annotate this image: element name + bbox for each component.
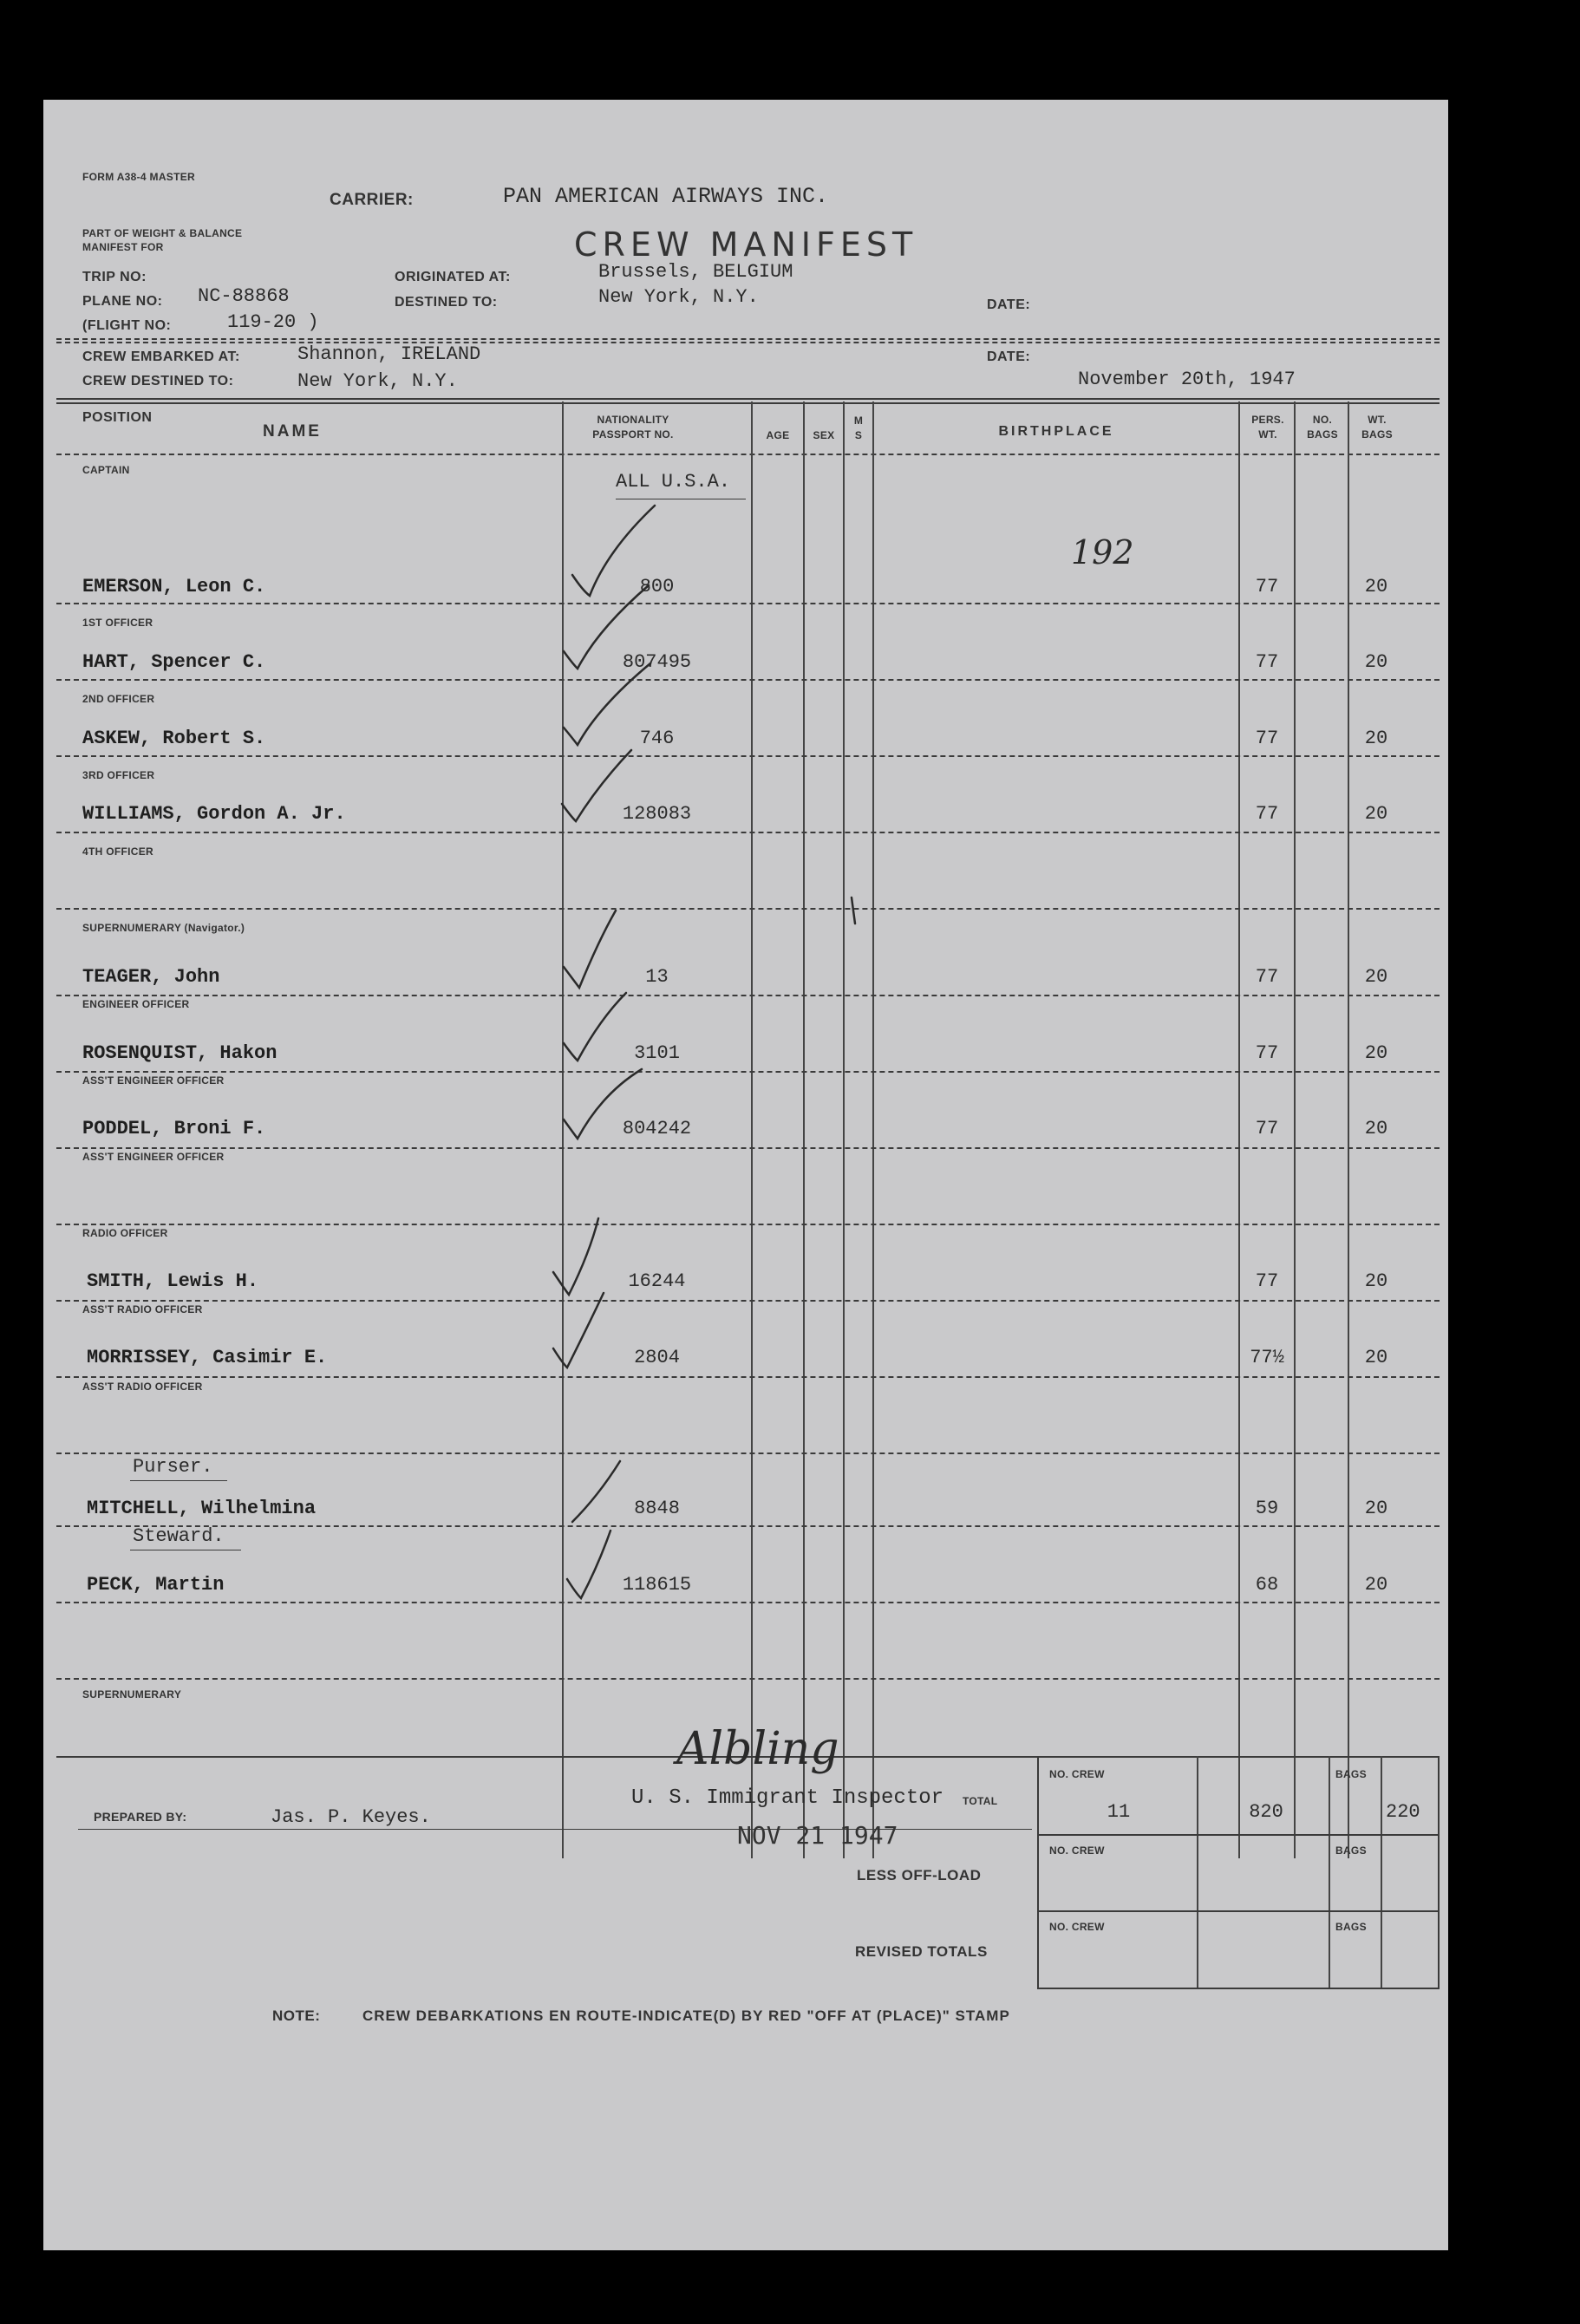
row-pers-wt: 77 (1255, 803, 1279, 825)
total-crew: 11 (1107, 1801, 1131, 1823)
revised-totals: REVISED TOTALS (855, 1943, 988, 1960)
crew-destined-value: New York, N.Y. (297, 370, 458, 392)
row-position: RADIO OFFICER (82, 1227, 168, 1239)
row-passport: 800 (639, 576, 675, 597)
check-icon (564, 911, 616, 988)
row-position: ASS'T RADIO OFFICER (82, 1381, 203, 1393)
row-position: 3RD OFFICER (82, 769, 155, 781)
row-position: CAPTAIN (82, 464, 130, 476)
carrier-label: CARRIER: (330, 191, 414, 209)
date-label: DATE: (987, 297, 1031, 312)
check-icon (564, 663, 650, 745)
row-wt-bags: 20 (1364, 803, 1388, 825)
row-name: WILLIAMS, Gordon A. Jr. (82, 803, 346, 825)
row-passport: 804242 (622, 1118, 692, 1139)
row-name: ASKEW, Robert S. (82, 728, 266, 749)
row-passport: 118615 (622, 1574, 692, 1596)
check-icon (567, 1531, 610, 1598)
totals-divider (1037, 1910, 1438, 1912)
row-wt-bags: 20 (1364, 966, 1388, 988)
row-pers-wt: 77½ (1250, 1347, 1284, 1368)
total-weight: 820 (1249, 1801, 1283, 1823)
row-name: EMERSON, Leon C. (82, 576, 266, 597)
row-pers-wt: 68 (1255, 1574, 1279, 1596)
column-header-name: NAME (263, 422, 322, 441)
destined-label: DESTINED TO: (395, 295, 498, 310)
row-position: 4TH OFFICER (82, 845, 153, 858)
row-name: MORRISSEY, Casimir E. (87, 1347, 328, 1368)
less-offload: LESS OFF-LOAD (857, 1867, 982, 1883)
row-wt-bags: 20 (1364, 728, 1388, 749)
row-pers-wt: 77 (1255, 576, 1279, 597)
crew-destined-label: CREW DESTINED TO: (82, 374, 234, 388)
manifest-date: November 20th, 1947 (1078, 369, 1296, 390)
row-passport: 13 (645, 966, 669, 988)
check-icon (852, 898, 855, 924)
row-wt-bags: 20 (1364, 1270, 1388, 1292)
row-name: MITCHELL, Wilhelmina (87, 1498, 317, 1519)
note-label: NOTE: (272, 2007, 321, 2024)
column-header-no: NO. (1312, 414, 1333, 426)
bags-label: BAGS (1335, 1844, 1367, 1857)
column-header-birthplace: BIRTHPLACE (998, 424, 1114, 439)
totals-box (1037, 1756, 1440, 1989)
row-position: Steward. (133, 1525, 225, 1547)
total-bags: 220 (1386, 1801, 1420, 1823)
date-label-2: DATE: (987, 349, 1031, 364)
row-passport: 3101 (634, 1042, 680, 1064)
column-header-bags2: BAGS (1361, 428, 1393, 441)
row-pers-wt: 77 (1255, 1118, 1279, 1139)
flight-no: 119-20 ) (227, 311, 319, 333)
check-icon (564, 993, 626, 1061)
row-passport: 16244 (628, 1270, 686, 1292)
row-passport: 807495 (622, 651, 692, 673)
plane-label: PLANE NO: (82, 294, 163, 309)
row-name: PECK, Martin (87, 1574, 225, 1596)
destined-value: New York, N.Y. (598, 286, 759, 308)
manifest-sheet (43, 100, 1448, 2250)
row-position: SUPERNUMERARY (82, 1688, 182, 1701)
row-wt-bags: 20 (1364, 576, 1388, 597)
row-position: 2ND OFFICER (82, 693, 155, 705)
column-header-s: S (854, 429, 863, 441)
bags-label: BAGS (1335, 1768, 1367, 1780)
nationality-all-usa: ALL U.S.A. (616, 471, 731, 493)
row-position: ENGINEER OFFICER (82, 998, 190, 1010)
originated-label: ORIGINATED AT: (395, 270, 511, 284)
crew-embarked-value: Shannon, IRELAND (297, 343, 481, 365)
carrier-value: PAN AMERICAN AIRWAYS INC. (503, 184, 829, 209)
totals-divider (1037, 1834, 1438, 1836)
row-name: PODDEL, Broni F. (82, 1118, 266, 1139)
part-of-line2: MANIFEST FOR (82, 241, 164, 253)
row-passport: 128083 (622, 803, 692, 825)
row-position: SUPERNUMERARY (Navigator.) (82, 922, 245, 934)
prepared-by: Jas. P. Keyes. (271, 1806, 431, 1828)
totals-rule (1197, 1756, 1198, 1988)
no-crew-label: NO. CREW (1049, 1921, 1105, 1933)
prepared-label: PREPARED BY: (94, 1810, 187, 1824)
row-wt-bags: 20 (1364, 1042, 1388, 1064)
row-wt-bags: 20 (1364, 1574, 1388, 1596)
check-icon (572, 506, 655, 596)
row-wt-bags: 20 (1364, 1347, 1388, 1368)
column-header-bags: BAGS (1307, 428, 1338, 441)
column-header-passport: PASSPORT NO. (592, 428, 674, 441)
page-title: CREW MANIFEST (574, 225, 918, 264)
row-name: HART, Spencer C. (82, 651, 266, 673)
check-icon (553, 1293, 604, 1368)
row-pers-wt: 59 (1255, 1498, 1279, 1519)
originated-value: Brussels, BELGIUM (598, 261, 793, 283)
row-wt-bags: 20 (1364, 1498, 1388, 1519)
bags-label: BAGS (1335, 1921, 1367, 1933)
part-of-line1: PART OF WEIGHT & BALANCE (82, 227, 243, 239)
check-icon (553, 1218, 598, 1295)
row-pers-wt: 77 (1255, 1042, 1279, 1064)
note-text: CREW DEBARKATIONS EN ROUTE-INDICATE(D) BY RED "OFF AT (PLACE)" STAMP (362, 2007, 1010, 2024)
row-wt-bags: 20 (1364, 651, 1388, 673)
stamp-number: 192 (1071, 533, 1134, 571)
flight-label: (FLIGHT NO: (82, 318, 172, 333)
row-pers-wt: 77 (1255, 966, 1279, 988)
column-header-pers: PERS. (1251, 414, 1284, 426)
row-position: ASS'T RADIO OFFICER (82, 1303, 203, 1315)
column-header-nationality: NATIONALITY (597, 414, 669, 426)
column-header-wt2: WT. (1368, 414, 1387, 426)
check-icon (564, 585, 649, 669)
column-header-wt: WT. (1258, 428, 1277, 441)
totals-rule (1381, 1756, 1382, 1988)
column-header-position: POSITION (82, 410, 153, 425)
row-passport: 746 (639, 728, 675, 749)
row-position: 1ST OFFICER (82, 617, 153, 629)
row-name: TEAGER, John (82, 966, 220, 988)
row-pers-wt: 77 (1255, 651, 1279, 673)
row-pers-wt: 77 (1255, 728, 1279, 749)
row-position: ASS'T ENGINEER OFFICER (82, 1151, 225, 1163)
inspector-stamp: U. S. Immigrant Inspector (631, 1786, 944, 1810)
row-pers-wt: 77 (1255, 1270, 1279, 1292)
row-name: SMITH, Lewis H. (87, 1270, 259, 1292)
check-icon (562, 750, 631, 821)
row-position: ASS'T ENGINEER OFFICER (82, 1074, 225, 1087)
check-icon (564, 1069, 642, 1139)
no-crew-label: NO. CREW (1049, 1844, 1105, 1857)
trip-label: TRIP NO: (82, 270, 147, 284)
row-passport: 8848 (634, 1498, 680, 1519)
plane-no: NC-88868 (198, 285, 290, 307)
row-position: Purser. (133, 1456, 213, 1478)
form-id: FORM A38-4 MASTER (82, 171, 195, 183)
column-header-sex: SEX (813, 429, 835, 441)
total-label: TOTAL (963, 1795, 998, 1807)
totals-rule (1329, 1756, 1330, 1988)
row-passport: 2804 (634, 1347, 680, 1368)
row-wt-bags: 20 (1364, 1118, 1388, 1139)
no-crew-label: NO. CREW (1049, 1768, 1105, 1780)
inspector-signature: Albling (676, 1723, 839, 1775)
column-header-age: AGE (766, 429, 790, 441)
row-name: ROSENQUIST, Hakon (82, 1042, 277, 1064)
stamp-date: NOV 21 1947 (737, 1821, 898, 1850)
column-header-m: M (853, 415, 864, 427)
crew-embarked-label: CREW EMBARKED AT: (82, 349, 240, 364)
check-icon (572, 1461, 620, 1522)
